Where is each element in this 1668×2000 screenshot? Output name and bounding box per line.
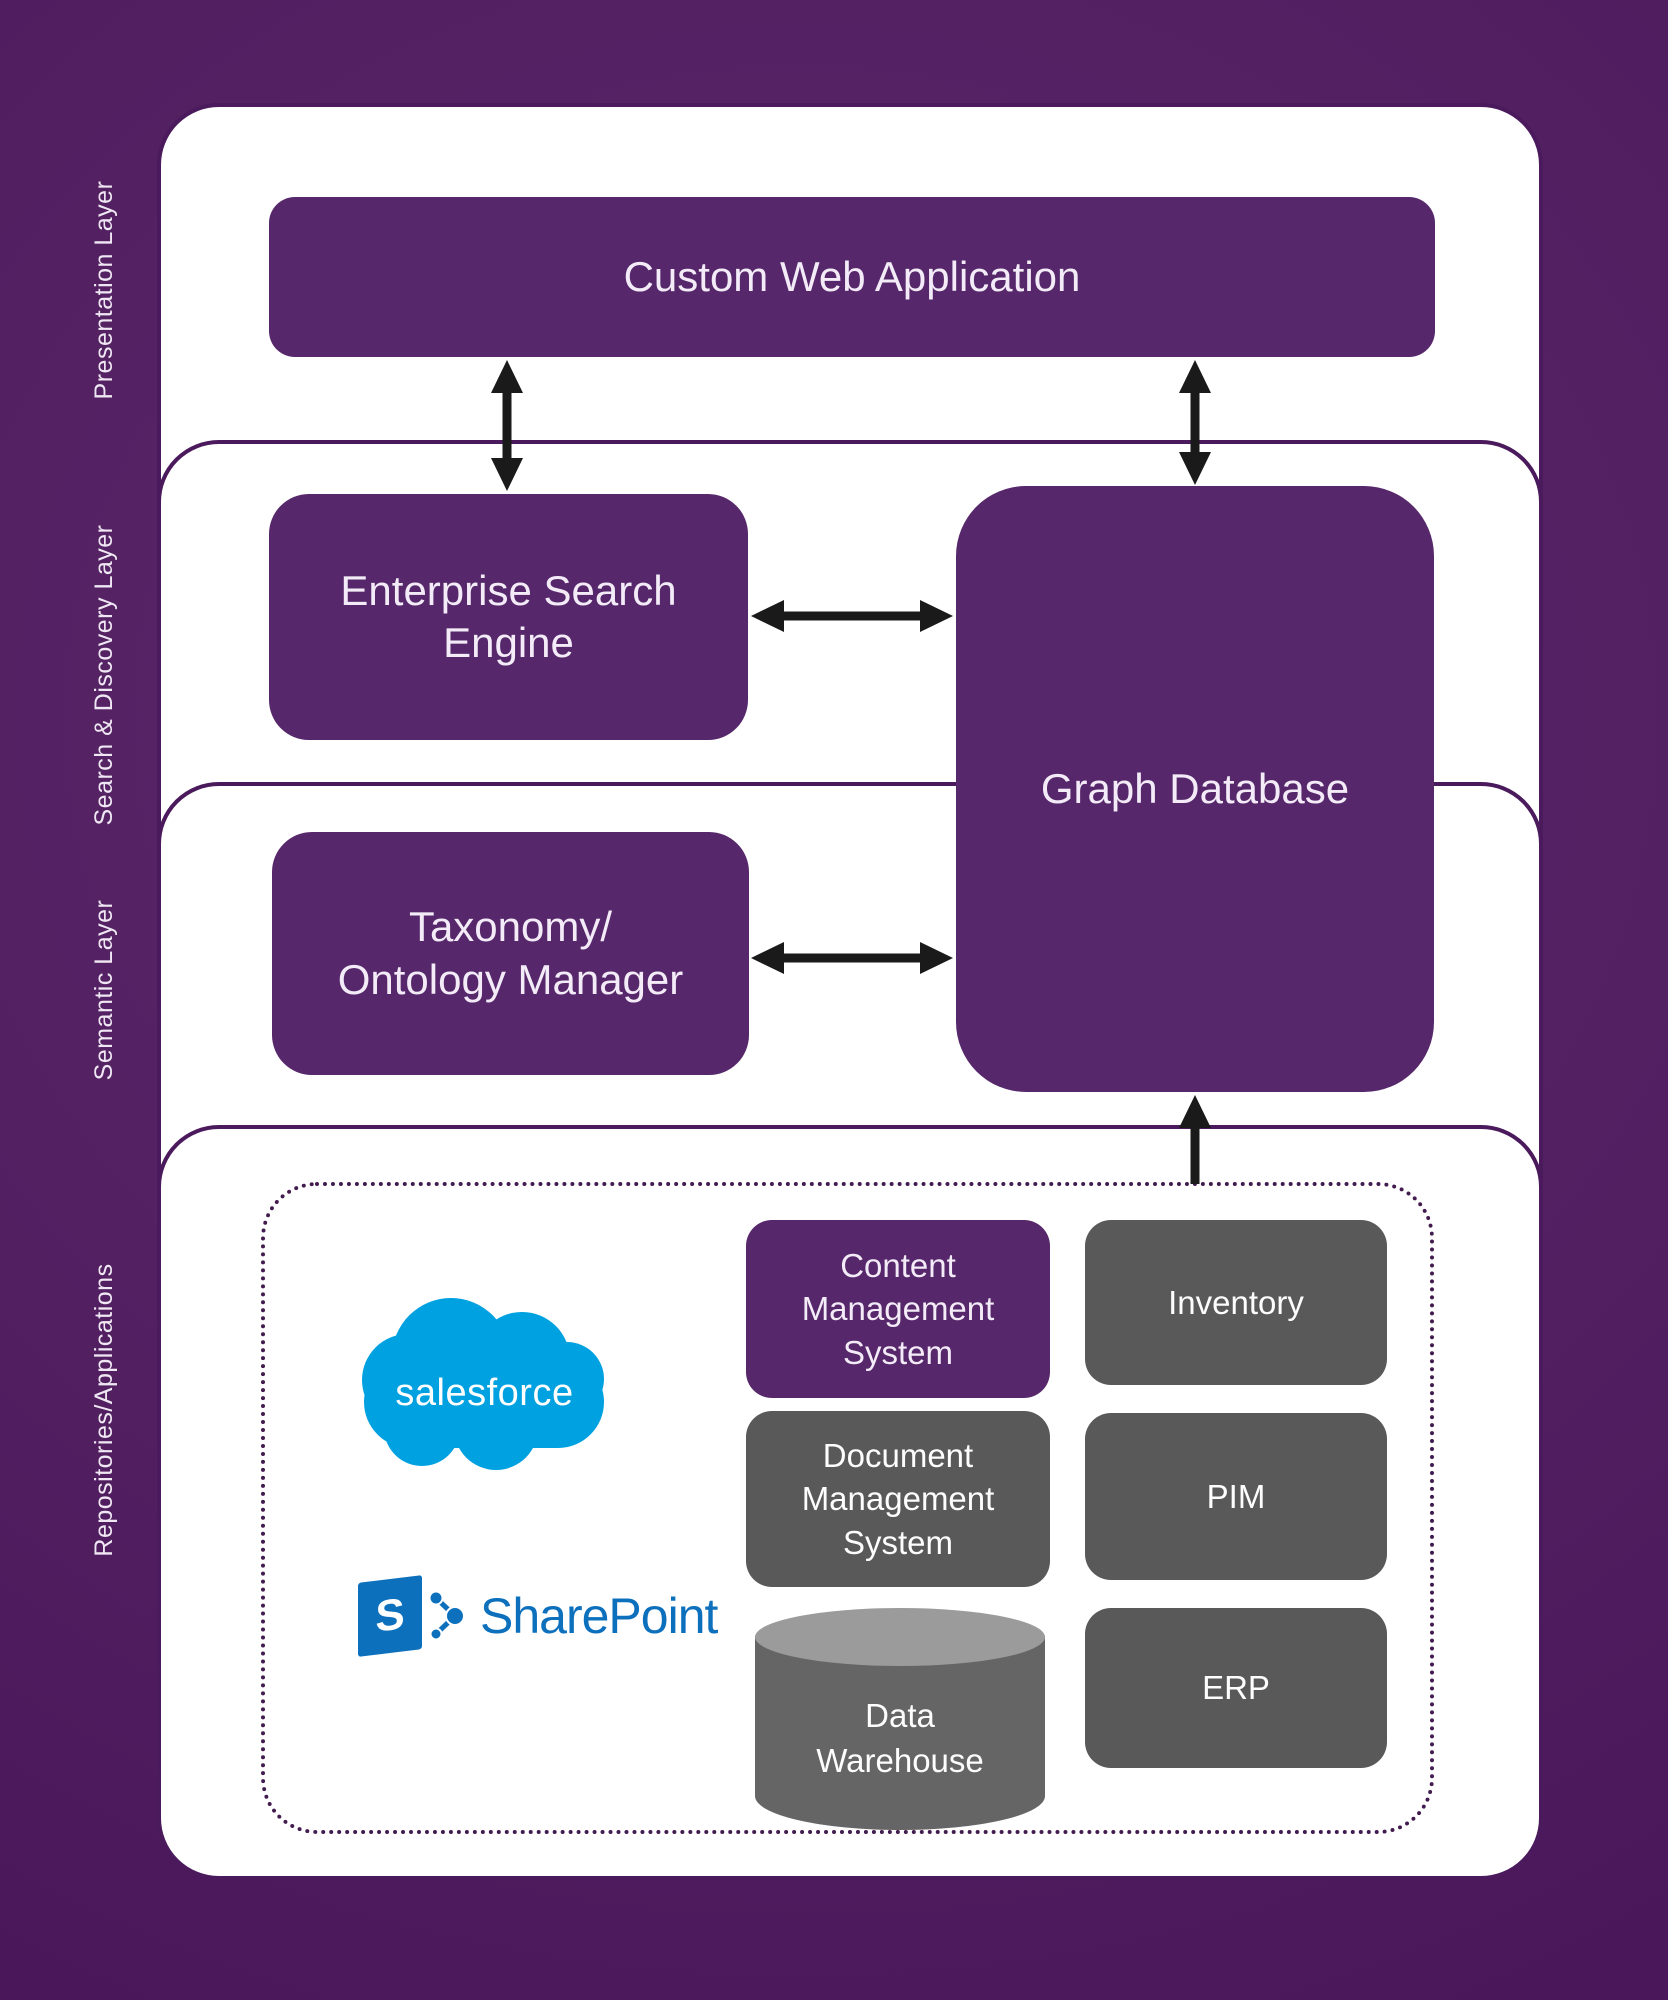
sharepoint-share-icon xyxy=(428,1586,466,1646)
sharepoint-logo xyxy=(358,1576,717,1656)
content-management-system-box xyxy=(746,1220,1050,1398)
erp-label: ERP xyxy=(1202,1669,1270,1707)
taxonomy-ontology-manager-box xyxy=(272,832,749,1075)
data-warehouse-cylinder xyxy=(755,1608,1045,1830)
content-management-system-label: Content Management System xyxy=(801,1246,995,1371)
erp-box xyxy=(1085,1608,1387,1768)
sharepoint-icon xyxy=(358,1575,422,1657)
layer-label-presentation: Presentation Layer xyxy=(90,180,118,400)
pim-box xyxy=(1085,1413,1387,1580)
database-cylinder-top-icon xyxy=(755,1608,1045,1666)
document-management-system-box xyxy=(746,1411,1050,1587)
salesforce-logo xyxy=(362,1298,607,1470)
layer-label-repositories: Repositories/Applications xyxy=(90,1263,118,1557)
sharepoint-icon-letter: S xyxy=(375,1589,405,1642)
pim-label: PIM xyxy=(1206,1477,1266,1515)
custom-web-application-label: Custom Web Application xyxy=(623,253,1081,300)
enterprise-search-engine-label: Enterprise Search Engine xyxy=(340,566,677,666)
sharepoint-wordmark: SharePoint xyxy=(480,1588,718,1644)
taxonomy-line2: Ontology Manager xyxy=(337,955,684,1003)
inventory-box xyxy=(1085,1220,1387,1385)
data-warehouse-label: Data Warehouse xyxy=(816,1697,984,1779)
layer-label-semantic: Semantic Layer xyxy=(90,899,118,1081)
inventory-label: Inventory xyxy=(1168,1283,1304,1321)
graph-database-box xyxy=(956,486,1434,1092)
salesforce-wordmark: salesforce xyxy=(395,1372,574,1414)
taxonomy-line1: Taxonomy/ xyxy=(408,903,613,950)
custom-web-application-box xyxy=(269,197,1435,357)
document-management-system-label: Document Management System xyxy=(801,1436,995,1561)
enterprise-search-engine-box xyxy=(269,494,748,740)
taxonomy-ontology-manager-label xyxy=(338,901,684,1006)
layer-label-search-discovery: Search & Discovery Layer xyxy=(90,524,118,826)
graph-database-label: Graph Database xyxy=(1040,765,1350,812)
